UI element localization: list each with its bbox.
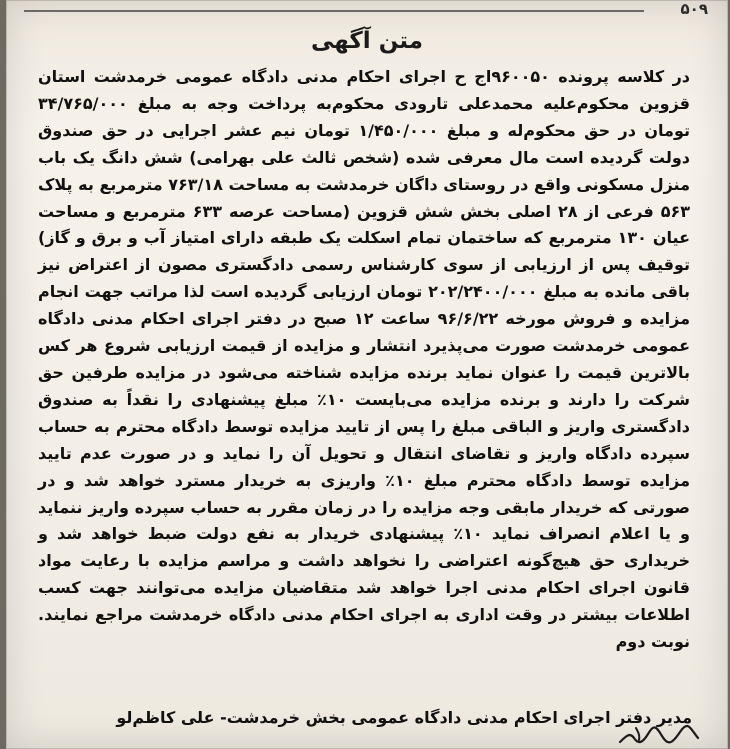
top-divider: [24, 10, 644, 12]
notice-signature: مدیر دفتر اجرای احکام مدنی دادگاه عمومی بخش خرمدشت- علی کاظم‌لو: [116, 708, 692, 727]
page-number: ۵۰۹: [680, 0, 708, 18]
notice-body: در کلاسه پرونده ۹۶۰۰۵۰اج ح اجرای احکام مدنی دادگاه عمومی خرمدشت استان قزوین محکوم‌علیه محمدعلی تارودی محکوم‌به پرداخت وجه به مبلغ ۳۴/۷۶۵/۰۰۰ تومان در حق محکوم‌له و مبلغ ۱/۴۵۰/۰۰۰ تومان نیم عشر اجرایی در حق صندوق دولت گردیده است مال معرفی شده (شخص ثالث علی بهرامی) شش دانگ یک باب منزل مسکونی واقع در روستای داگان خرمدشت به مساحت ۷۶۳/۱۸ مترمربع به پلاک ۵۶۳ فرعی از ۲۸ اصلی بخش شش قزوین (مساحت عرصه ۶۳۳ مترمربع و مساحت عیان ۱۳۰ مترمربع که ساختمان تمام اسکلت یک طبقه دارای امتیاز آب و برق و گاز) توقیف پس از ارزیابی از سوی کارشناس رسمی دادگستری مصون از اعتراض نیز باقی مانده به مبلغ ۲۰۲/۲۴۰۰/۰۰۰ تومان ارزیابی گردیده است لذا مراتب جهت انجام مزایده و فروش مورخه ۹۶/۶/۲۲ ساعت ۱۲ صبح در دفتر اجرای احکام مدنی دادگاه عمومی خرمدشت صورت می‌پذیرد انتشار و مزایده از قیمت ارزیابی شروع هر کس بالاترین قیمت را عنوان نماید برنده مزایده شناخته می‌شود در مزایده طرفین حق شرکت را دارند و برنده مزایده می‌بایست ۱۰٪ مبلغ پیشنهادی را نقداً به صندوق دادگستری واریز و الباقی مبلغ را پس از تایید مزایده توسط دادگاه محترم به حساب سپرده دادگاه واریز و تقاضای انتقال و تحویل آن را نماید و در صورت عدم تایید مزایده توسط دادگاه محترم مبلغ ۱۰٪ واریزی به خریدار مسترد خواهد شد و در صورتی که خریدار مابقی وجه مزایده را در زمان مقرر به حساب سپرده واریز ننماید و یا اعلام انصراف نماید ۱۰٪ پیشنهادی خریدار به نفع دولت ضبط خواهد شد و خریداری حق هیچ‌گونه اعتراضی را نخواهد داشت و مراسم مزایده با رعایت مواد قانون اجرای احکام مدنی اجرا خواهد شد متقاضیان مزایده می‌توانند جهت کسب اطلاعات بیشتر در وقت اداری به اجرای احکام مدنی دادگاه خرمدشت مراجع نمایند. نوبت دوم: [38, 67, 691, 652]
newspaper-clipping: [6, 0, 728, 749]
notice-title: متن آگهی: [310, 28, 424, 54]
